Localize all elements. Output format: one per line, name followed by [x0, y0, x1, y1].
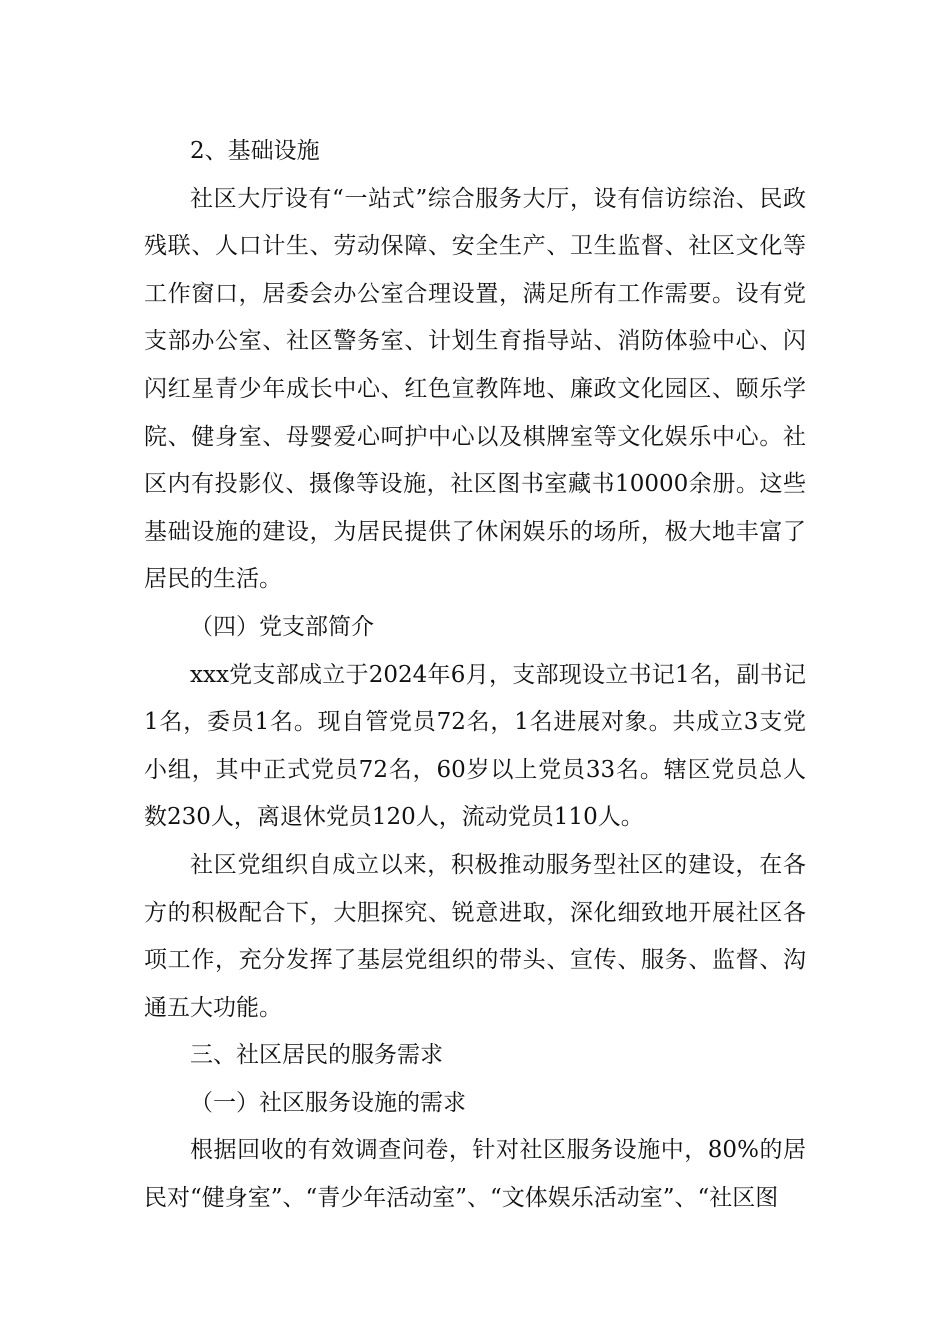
- paragraph-survey-results: 根据回收的有效调查问卷，针对社区服务设施中，80%的居民对“健身室”、“青少年活动室”、“文体娱乐活动室”、“社区图: [144, 1137, 806, 1212]
- paragraph-party-organization: 社区党组织自成立以来，积极推动服务型社区的建设，在各方的积极配合下，大胆探究、锐意进取，深化细致地开展社区各项工作，充分发挥了基层党组织的带头、宣传、服务、监督、沟通五大功能。: [144, 851, 806, 1021]
- paragraph-infrastructure-body: 社区大厅设有“一站式”综合服务大厅，设有信访综治、民政残联、人口计生、劳动保障、安全生产、卫生监督、社区文化等工作窗口，居委会办公室合理设置，满足所有工作需要。设有党支部办公室、社区警务室、计划生育指导站、消防体验中心、闪闪红星青少年成长中心、红色宣教阵地、廉政文化园区、颐乐学院、健身室、母婴爱心呵护中心以及棋牌室等文化娱乐中心。社区内有投影仪、摄像等设施，社区图书室藏书10000余册。这些基础设施的建设，为居民提供了休闲娱乐的场所，极大地丰富了居民的生活。: [144, 185, 806, 593]
- section-heading-facility-needs: （一）社区服务设施的需求: [190, 1089, 466, 1116]
- document-page: [144, 128, 806, 1223]
- paragraph-party-branch-body: xxx党支部成立于2024年6月，支部现设立书记1名，副书记1名，委员1名。现自管党员72名，1名进展对象。共成立3支党小组，其中正式党员72名，60岁以上党员33名。辖区党员总人数230人，离退休党员120人，流动党员110人。: [144, 661, 806, 831]
- section-heading-infrastructure: 2、基础设施: [190, 138, 320, 164]
- section-heading-party-branch: （四）党支部简介: [190, 613, 374, 640]
- section-heading-service-needs: 三、社区居民的服务需求: [190, 1042, 443, 1069]
